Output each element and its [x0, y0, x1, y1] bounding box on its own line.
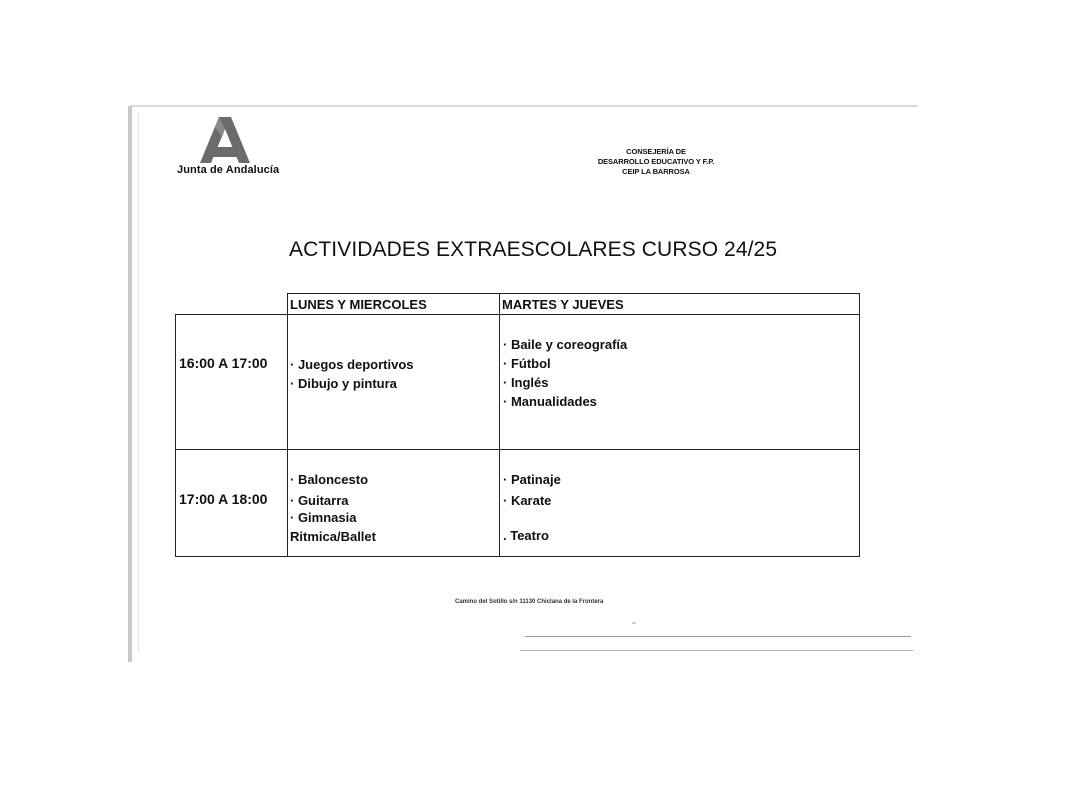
activity-item: · Karate: [503, 493, 552, 508]
table-border-right: [859, 293, 860, 557]
activity-item: . Teatro: [503, 528, 549, 543]
activity-list: [503, 470, 561, 545]
table-header-divider: [175, 314, 860, 315]
activity-item: · Baile y coreografía: [503, 337, 628, 352]
activity-item: · Baloncesto: [290, 472, 369, 487]
department-line: CONSEJERÍA DE: [626, 147, 686, 156]
table-border-left: [175, 314, 176, 557]
table-col-divider-1: [287, 293, 288, 557]
department-block: [588, 147, 724, 177]
activity-item: · Guitarra: [290, 493, 349, 508]
scan-edge-left: [128, 106, 132, 662]
page-title: ACTIVIDADES EXTRAESCOLARES CURSO 24/25: [289, 238, 778, 261]
department-line: DESARROLLO EDUCATIVO Y F.P.: [597, 157, 715, 166]
time-slot: 16:00 A 17:00: [179, 355, 268, 371]
time-slot: 17:00 A 18:00: [179, 491, 268, 507]
activity-item: · Inglés: [503, 375, 549, 390]
column-header: LUNES Y MIERCOLES: [290, 297, 427, 312]
activity-item: · Juegos deportivos: [290, 357, 414, 372]
table-border-bottom: [175, 556, 860, 557]
department-line: CEIP LA BARROSA: [622, 167, 690, 176]
junta-logo-icon: [200, 117, 250, 163]
column-header: MARTES Y JUEVES: [502, 297, 624, 312]
scan-edge-left-inner: [138, 112, 139, 652]
scan-edge-top: [130, 105, 918, 107]
organization-name: Junta de Andalucía: [177, 164, 280, 176]
scan-speck: [632, 622, 636, 624]
activity-list: [290, 470, 376, 546]
activity-list: [290, 355, 414, 393]
activity-item: Ritmica/Ballet: [290, 529, 376, 544]
activity-item: · Manualidades: [503, 394, 597, 409]
activity-item: · Fútbol: [503, 356, 551, 371]
table-border-top: [287, 293, 860, 294]
footer-address: Camino del Sotillo s/n 11130 Chiclana de la Frontera: [455, 599, 604, 605]
activity-item: · Gimnasia: [290, 510, 357, 525]
activity-item: · Patinaje: [503, 472, 561, 487]
scan-line-bottom: [525, 636, 911, 637]
scan-line-bottom: [520, 650, 913, 651]
table-col-divider-2: [499, 293, 500, 557]
table-row-divider: [175, 449, 860, 450]
activity-list: [503, 335, 627, 411]
activity-item: · Dibujo y pintura: [290, 376, 397, 391]
